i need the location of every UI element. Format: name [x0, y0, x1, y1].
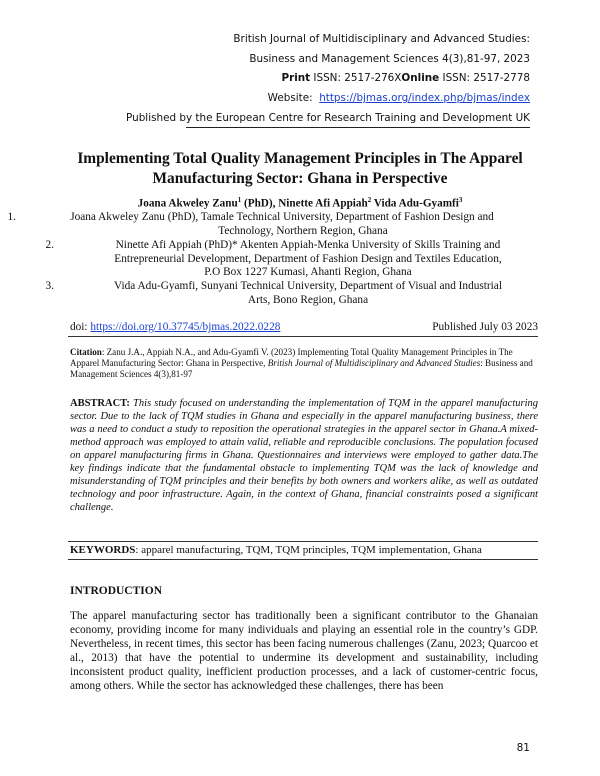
abstract	[70, 397, 538, 514]
affiliation-1	[0, 211, 600, 238]
author-3-sup: 3	[458, 196, 463, 204]
website-label: Website:	[267, 92, 313, 104]
doi	[70, 321, 280, 333]
abstract-label: ABSTRACT:	[70, 398, 130, 409]
header-rule	[186, 127, 530, 128]
issn-line	[281, 72, 530, 85]
affiliation-1-line-2: Technology, Northern Region, Ghana	[218, 224, 388, 237]
citation-label: Citation	[70, 347, 102, 357]
affiliation-3-num: 3.	[45, 280, 54, 292]
citation-text-1: : Zanu J.A., Appiah N.A., and Adu-Gyamfi V. (2023) Implementing Total Quality Management Principles in The Apparel Manufacturing Sector: Ghana in Perspective,	[70, 347, 513, 369]
author-1-sup: 1	[237, 196, 242, 204]
affiliation-3-line-1: Vida Adu-Gyamfi, Sunyani Technical University, Department of Visual and Industrial	[114, 280, 502, 292]
citation-text-2: : Business and Management Sciences 4(3),81-97	[70, 358, 533, 380]
author-1: Joana Akweley Zanu	[137, 197, 238, 210]
author-line	[60, 196, 540, 210]
affiliation-3-line-2: Arts, Bono Region, Ghana	[247, 293, 369, 306]
page-number: 81	[516, 742, 530, 754]
author-2: Ninette Afi Appiah	[278, 197, 368, 210]
author-1-suffix: (PhD),	[241, 197, 279, 210]
doi-link[interactable]: https://doi.org/10.37745/bjmas.2022.0228	[90, 321, 281, 333]
affiliation-3	[0, 280, 600, 307]
doi-label: doi:	[70, 321, 91, 333]
keywords-label: KEYWORDS	[70, 544, 136, 556]
author-2-sup: 2	[367, 196, 372, 204]
website-line	[268, 92, 530, 105]
keywords	[70, 544, 538, 556]
print-issn: ISSN: 2517-276X	[310, 72, 402, 84]
paper-title: Implementing Total Quality Management Principles in The Apparel Manufacturing Sector: Ghana in Perspective	[77, 150, 523, 187]
online-label: Online	[401, 72, 440, 84]
citation-journal: British Journal of Multidisciplinary and Advanced Studies	[267, 358, 481, 369]
published-date: Published July 03 2023	[432, 321, 538, 333]
citation	[70, 347, 538, 381]
keywords-text: : apparel manufacturing, TQM, TQM principles, TQM implementation, Ghana	[135, 544, 482, 556]
affiliation-2	[0, 239, 600, 280]
journal-section: Business and Management Sciences 4(3),81-97, 2023	[249, 53, 530, 65]
introduction-paragraph: The apparel manufacturing sector has traditionally been a significant contributor to the Ghanaian economy, providing income for many individuals and playing an essential role in the country’s GDP. Nevertheless, in recent times, this sector has been facing numerous challenges (Zanu, 2023; Quarcoo et al., 2013) that have the potential to undermine its development and sustainability, including inconsistent product quality, inefficient production processes, and a lack of customer-centric focus, among others. While the sector has acknowledged these challenges, there has been	[70, 610, 538, 692]
divider-2	[68, 541, 538, 542]
divider-3	[68, 559, 538, 560]
affiliation-2-line-3: P.O Box 1227 Kumasi, Ahanti Region, Ghana	[204, 266, 412, 279]
introduction-heading: INTRODUCTION	[70, 585, 163, 597]
publisher-line: Published by the European Centre for Research Training and Development UK	[126, 112, 530, 124]
divider-1	[68, 336, 538, 337]
affiliation-2-num: 2.	[45, 239, 54, 251]
online-issn: ISSN: 2517-2778	[439, 72, 530, 84]
affiliation-2-line-1: Ninette Afi Appiah (PhD)* Akenten Appiah-Menka University of Skills Training and	[115, 239, 501, 251]
affiliation-1-line-1: Joana Akweley Zanu (PhD), Tamale Technical University, Department of Fashion Design and	[70, 211, 494, 223]
journal-name: British Journal of Multidisciplinary and Advanced Studies:	[233, 33, 530, 45]
website-link[interactable]: https://bjmas.org/index.php/bjmas/index	[319, 92, 530, 104]
print-label: Print	[281, 72, 311, 84]
abstract-text: This study focused on understanding the implementation of TQM in the apparel manufacturing sector. Due to the lack of TQM studies in Ghana and especially in the apparel manufacturing business, there was a need to conduct a study to reposition the operational strategies in the apparel sector in Ghana.A mixed-method approach was employed to attain valid, reliable and reproducible conclusions. The population focused on apparel manufacturing firms in Ghana. Questionnaires and interviews were employed to gather data.The key findings indicate that the fundamental obstacle to implementing TQM was the lack of knowledge and misunderstanding of TQM principles and their benefits by both owners and workers alike, as well as outdated technology and poor infrastructure. Again, in the context of Ghana, financial constraints posed a significant challenge.	[70, 398, 538, 513]
author-3: Vida Adu-Gyamfi	[371, 197, 459, 210]
affiliation-2-line-2: Entrepreneurial Development, Department of Fashion Design and Textiles Education,	[114, 252, 502, 265]
doi-row	[70, 321, 538, 333]
affiliation-1-num: 1.	[7, 211, 16, 223]
